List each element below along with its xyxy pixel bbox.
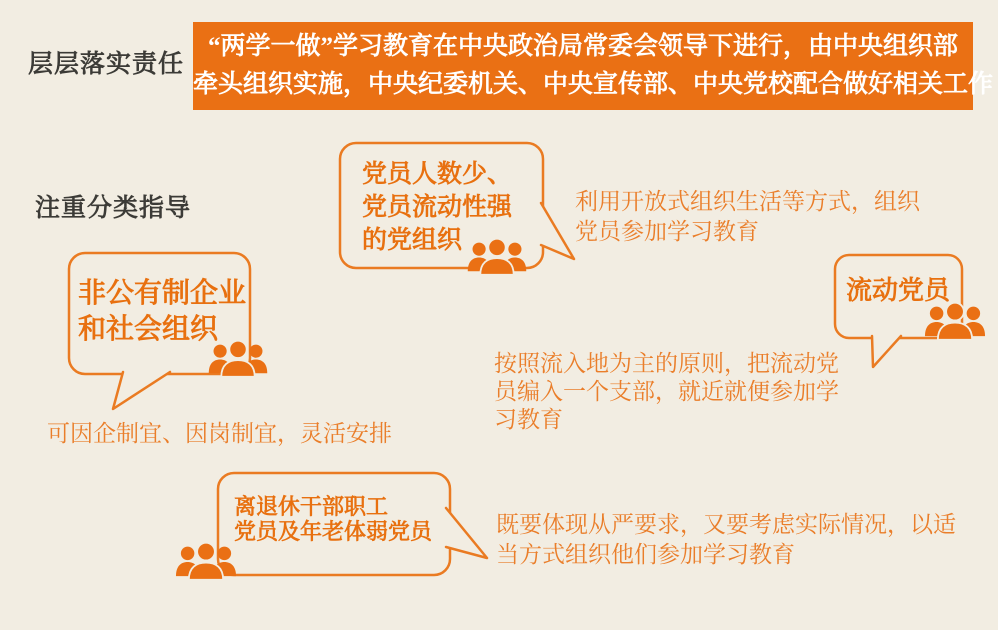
bubble-label-non-public — [78, 276, 246, 348]
desc-line: 既要体现从严要求，又要考虑实际情况，以适 — [496, 511, 956, 537]
bubble-label-line: 的党组织 — [362, 227, 463, 254]
people-group-icon — [206, 341, 270, 378]
bubble-label-retired-members — [234, 494, 432, 544]
desc-mobile-members — [494, 349, 839, 433]
people-group-icon — [923, 303, 987, 341]
desc-line: 当方式组织他们参加学习教育 — [496, 541, 795, 567]
bubble-label-line: 和社会组织 — [78, 314, 219, 345]
bubble-label-line: 党员及年老体弱党员 — [234, 519, 433, 544]
bubble-label-line: 党员流动性强 — [362, 194, 513, 221]
top-banner — [193, 22, 994, 110]
bubble-label-line: 离退休干部职工 — [234, 494, 389, 519]
desc-line: 利用开放式组织生活等方式，组织 — [575, 188, 920, 214]
desc-small-mobile-orgs — [575, 186, 920, 246]
banner-line-2: 牵头组织实施，中央纪委机关、中央宣传部、中央党校配合做好相关工作 — [193, 71, 994, 98]
bubble-label-line: 流动党员 — [846, 276, 951, 305]
desc-non-public — [47, 418, 392, 448]
banner-line-1: “两学一做”学习教育在中央政治局常委会领导下进行，由中央组织部 — [207, 33, 958, 60]
people-group-icon — [466, 239, 528, 276]
people-group-icon — [173, 543, 239, 581]
section-title-responsibility: 层层落实责任 — [28, 51, 185, 78]
section-title-guidance: 注重分类指导 — [35, 195, 192, 222]
desc-line: 可因企制宜、因岗制宜，灵活安排 — [47, 420, 392, 446]
desc-retired-members — [496, 509, 956, 569]
bubble-label-line: 非公有制企业 — [78, 278, 247, 309]
desc-line: 按照流入地为主的原则，把流动党 — [494, 350, 839, 376]
desc-line: 党员参加学习教育 — [575, 218, 759, 244]
desc-line: 员编入一个支部，就近就便参加学 — [494, 378, 839, 404]
bubble-label-line: 党员人数少、 — [362, 161, 513, 188]
desc-line: 习教育 — [494, 406, 563, 432]
